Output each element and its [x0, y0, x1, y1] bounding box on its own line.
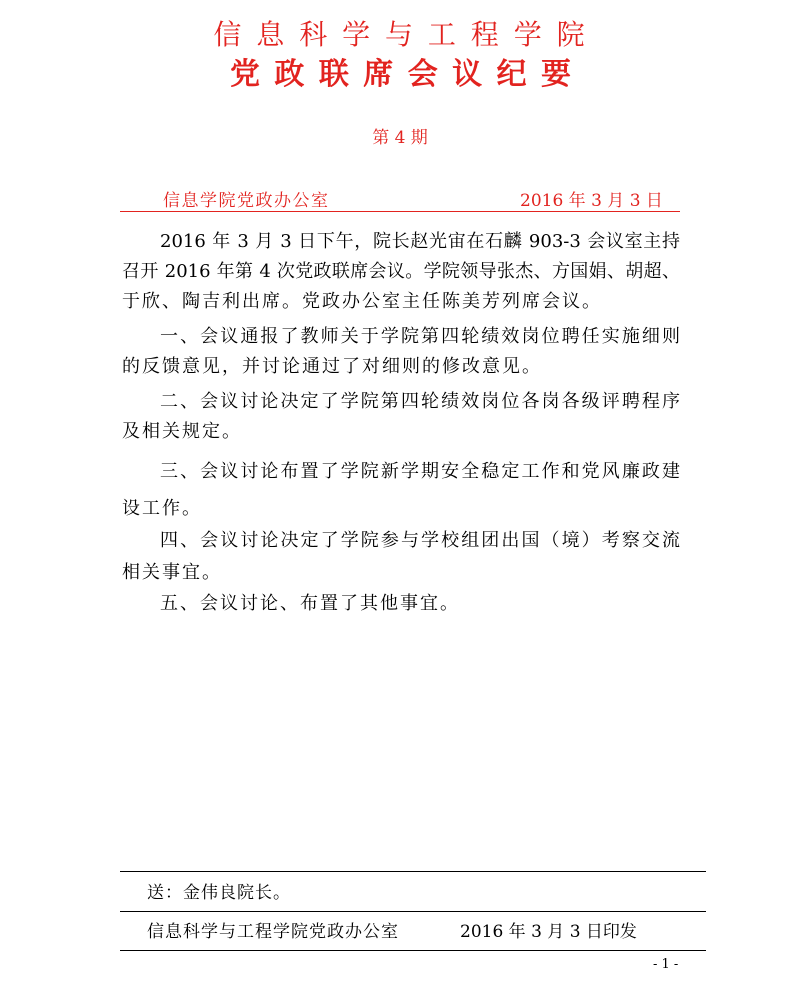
- footer-divider-top: [120, 871, 706, 872]
- paragraph-line: 相关事宜。: [122, 562, 222, 583]
- footer-divider-bottom: [120, 950, 706, 951]
- footer-issuer: 信息科学与工程学院党政办公室: [147, 922, 399, 942]
- header-divider: [120, 211, 680, 212]
- header-date: 2016 年 3 月 3 日: [520, 191, 663, 211]
- paragraph-line: 的反馈意见，并讨论通过了对细则的修改意见。: [122, 356, 542, 377]
- paragraph-line: 设工作。: [122, 498, 202, 519]
- footer-divider-middle: [120, 911, 706, 912]
- body-paragraph: [122, 453, 680, 527]
- body-paragraph: [122, 387, 680, 447]
- paragraph-line: 一、会议通报了教师关于学院第四轮绩效岗位聘任实施细则: [160, 326, 680, 347]
- page-number: - 1 -: [653, 957, 679, 972]
- body-paragraph: [122, 322, 680, 382]
- body-paragraph: [122, 227, 680, 317]
- body-paragraph: [122, 525, 680, 589]
- paragraph-line: 及相关规定。: [122, 421, 242, 442]
- paragraph-line: 2016 年 3 月 3 日下午，院长赵光宙在石麟 903-3 会议室主持: [160, 231, 680, 252]
- issuing-office: 信息学院党政办公室: [163, 191, 330, 211]
- paragraph-line: 召开 2016 年第 4 次党政联席会议。学院领导张杰、方国娟、胡超、: [122, 261, 680, 282]
- paragraph-line: 二、会议讨论决定了学院第四轮绩效岗位各岗各级评聘程序: [160, 391, 680, 412]
- issue-number: 第 4 期: [372, 128, 428, 148]
- institution-title: 信 息 科 学 与 工 程 学 院: [213, 18, 588, 51]
- recipient-line: 送：金伟良院长。: [147, 883, 291, 903]
- paragraph-line: 三、会议讨论布置了学院新学期安全稳定工作和党风廉政建: [160, 461, 680, 482]
- paragraph-line: 于欣、陶吉利出席。党政办公室主任陈美芳列席会议。: [122, 291, 602, 312]
- paragraph-line: 五、会议讨论、布置了其他事宜。: [160, 593, 460, 614]
- document-title: 党 政 联 席 会 议 纪 要: [229, 57, 574, 92]
- body-paragraph: [122, 589, 680, 619]
- paragraph-line: 四、会议讨论决定了学院参与学校组团出国（境）考察交流: [160, 530, 680, 551]
- footer-issue-date: 2016 年 3 月 3 日印发: [460, 922, 637, 942]
